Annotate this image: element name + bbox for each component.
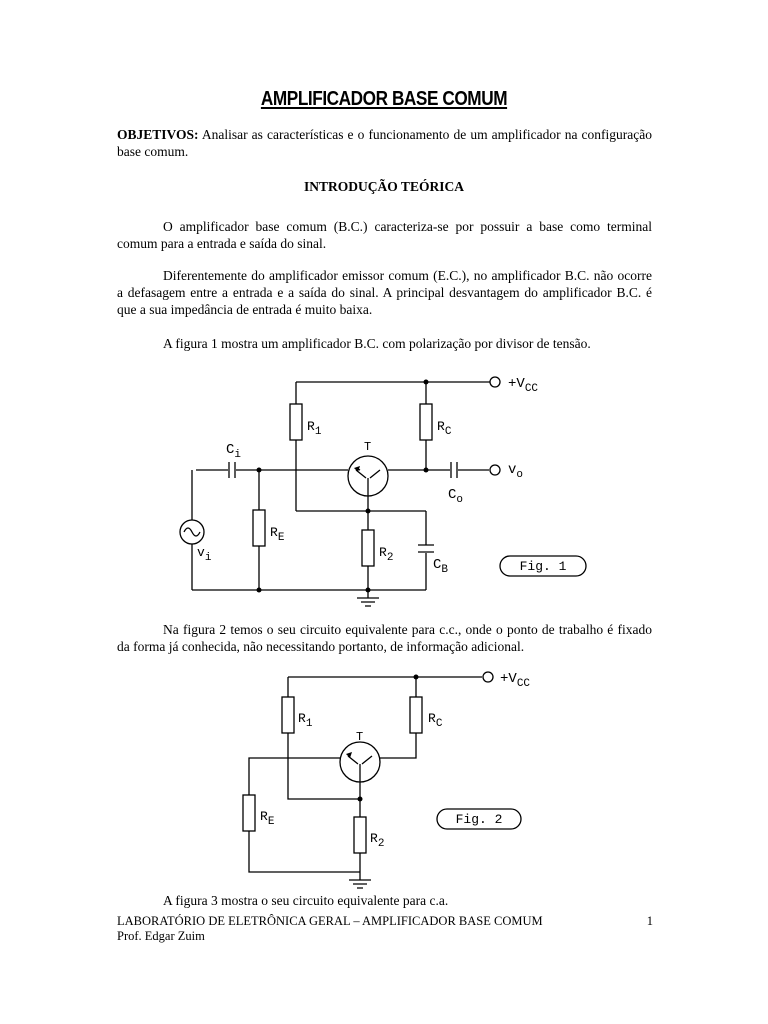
vi-label: v <box>197 545 205 560</box>
r2-resistor-fig2 <box>354 817 366 853</box>
footer-title: LABORATÓRIO DE ELETRÔNICA GERAL – AMPLIFICADOR BASE COMUM <box>117 914 543 928</box>
cb-sub: B <box>441 564 449 576</box>
svg-text:+VCC <box>500 671 530 690</box>
objectives-label: OBJETIVOS: <box>117 127 199 142</box>
re-sub-fig2: E <box>267 816 275 828</box>
paragraph-1: O amplificador base comum (B.C.) caracteriza-se por possuir a base como terminal comum para a entrada e saída do sinal. <box>117 219 652 251</box>
vcc-sub-2: CC <box>516 678 531 690</box>
cb-label: C <box>433 557 442 573</box>
svg-text:RC <box>428 711 443 730</box>
page-footer <box>117 914 653 944</box>
re-sub: E <box>277 532 285 544</box>
r1-label-fig2: R <box>298 711 306 726</box>
figure-2-label: Fig. 2 <box>455 812 503 827</box>
paragraph-3: A figura 1 mostra um amplificador B.C. com polarização por divisor de tensão. <box>163 336 591 351</box>
r1-resistor-fig2 <box>282 697 294 733</box>
vcc-sub-1: CC <box>524 383 539 395</box>
paragraph-2: Diferentemente do amplificador emissor comum (E.C.), no amplificador B.C. não ocorre a defasagem entre a entrada e a saída do sinal. A principal desvantagem do amplificador B.C. é que a sua impedância de entrada é muito baixa. <box>117 268 652 317</box>
r1-sub-fig2: 1 <box>305 718 313 730</box>
transistor-label-fig2: T <box>356 730 364 744</box>
ci-label: C <box>226 442 235 458</box>
r2-sub: 2 <box>386 552 394 564</box>
section-heading: INTRODUÇÃO TEÓRICA <box>304 179 464 194</box>
objectives-text: Analisar as características e o funcionamento de um amplificador na configuração base comum. <box>117 127 652 159</box>
transistor-label: T <box>364 440 372 454</box>
rc-label: R <box>437 419 445 434</box>
rc-resistor-fig2 <box>410 697 422 733</box>
rc-label-fig2: R <box>428 711 436 726</box>
co-label: C <box>448 487 457 503</box>
vo-sub: o <box>516 469 524 481</box>
ground-icon-fig2 <box>349 880 371 888</box>
r2-sub-fig2: 2 <box>377 838 385 850</box>
svg-text:R2 <box>370 831 384 850</box>
paragraph-5: A figura 3 mostra o seu circuito equivalente para c.a. <box>163 893 449 908</box>
vcc-terminal-2 <box>483 672 493 682</box>
re-label-fig2: R <box>260 809 268 824</box>
vo-label: v <box>508 462 517 478</box>
vcc-label-2: +V <box>500 671 517 687</box>
svg-text:R1 <box>298 711 313 730</box>
page-title: AMPLIFICADOR BASE COMUM <box>260 88 508 110</box>
figure-1-label: Fig. 1 <box>519 559 567 574</box>
co-sub: o <box>456 494 464 506</box>
r2-label: R <box>379 545 387 560</box>
page-number: 1 <box>646 914 653 928</box>
r1-label: R <box>307 419 315 434</box>
re-resistor-fig2 <box>243 795 255 831</box>
r2-label-fig2: R <box>370 831 378 846</box>
ci-sub: i <box>234 449 242 461</box>
svg-text:RE <box>260 809 275 828</box>
rc-sub: C <box>444 426 452 438</box>
re-label: R <box>270 525 278 540</box>
vi-sub: i <box>204 552 212 564</box>
r1-sub: 1 <box>314 426 322 438</box>
footer-author: Prof. Edgar Zuim <box>117 929 205 943</box>
vcc-label-1: +V <box>508 376 525 392</box>
rc-sub-fig2: C <box>435 718 443 730</box>
paragraph-4: Na figura 2 temos o seu circuito equivalente para c.c., onde o ponto de trabalho é fixado da forma já conhecida, não necessitando portanto, de informação adicional. <box>117 622 652 654</box>
